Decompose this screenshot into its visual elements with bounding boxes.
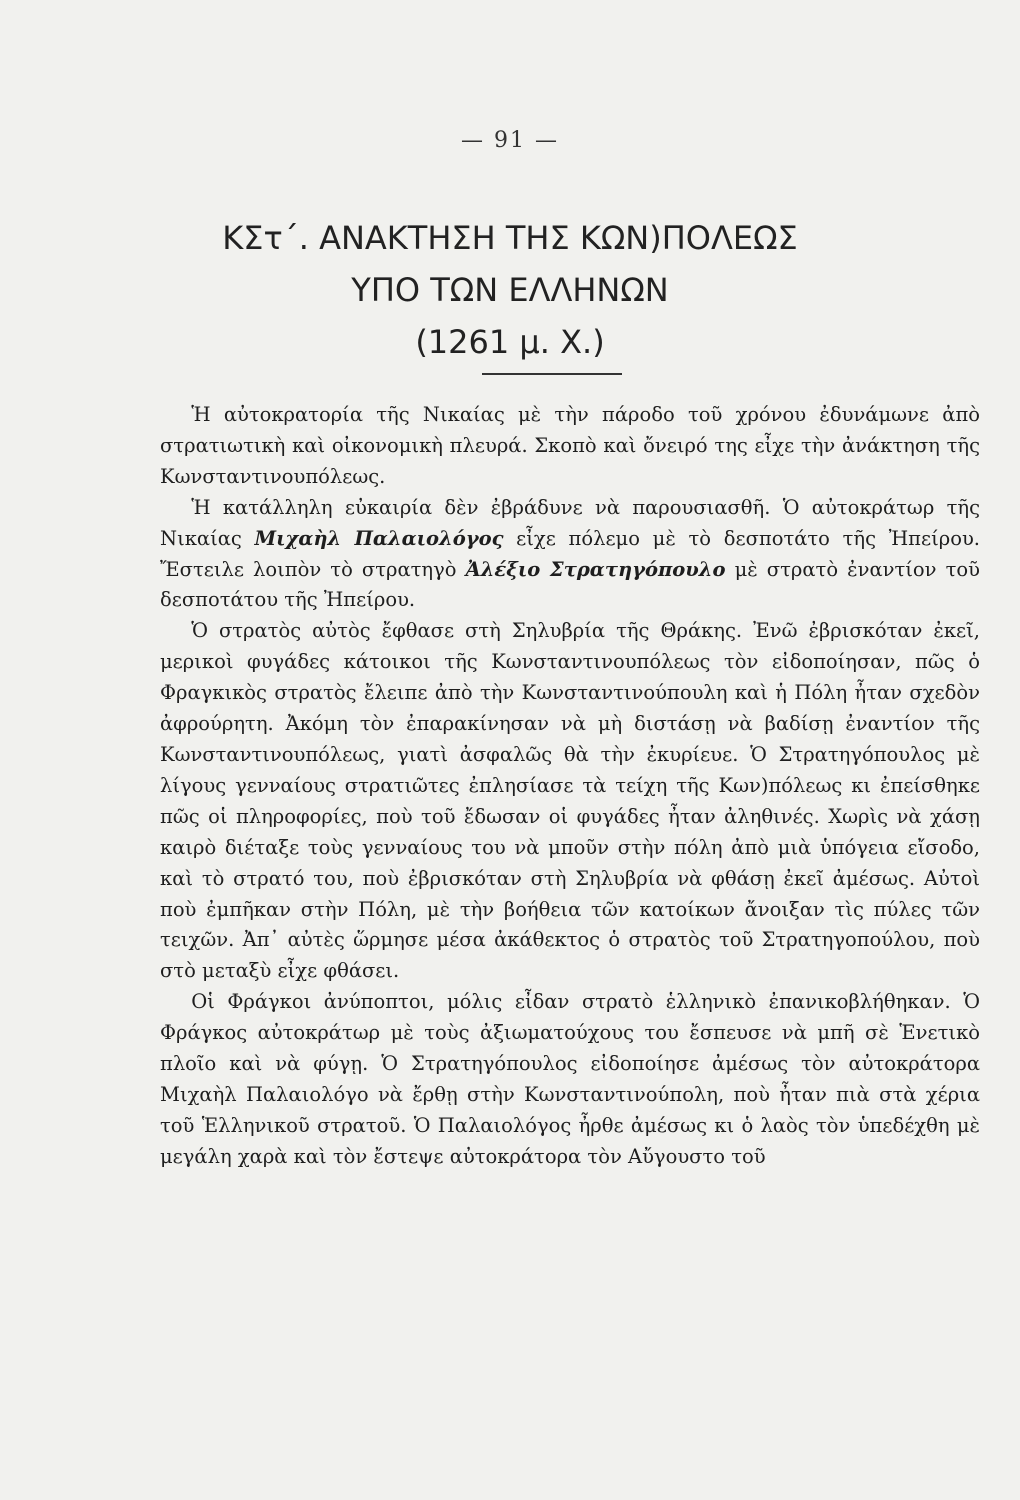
body-text <box>160 400 980 1173</box>
chapter-date: (1261 μ. Χ.) <box>415 323 605 361</box>
emperor-name: Μιχαὴλ Παλαιολόγος <box>254 526 504 550</box>
chapter-title-line-2: ΥΠΟ ΤΩΝ ΕΛΛΗΝΩΝ <box>351 271 669 309</box>
chapter-title-line-1: ΚΣτ΄. ΑΝΑΚΤΗΣΗ ΤΗΣ ΚΩΝ)ΠΟΛΕΩΣ <box>222 219 798 257</box>
paragraph-2-part-3: μὲ στρατὸ ἐναντίον τοῦ δεσποτάτου τῆς Ἠπείρου. <box>160 557 980 612</box>
paragraph-2-part-1: Ἡ κατάλληλη εὐκαιρία δὲν ἐβράδυνε νὰ παρουσιασθῆ. Ὁ αὐτοκράτωρ τῆς Νικαίας <box>160 495 980 550</box>
title-divider <box>482 373 622 375</box>
paragraph-1: Ἡ αὐτοκρατορία τῆς Νικαίας μὲ τὴν πάροδο τοῦ χρόνου ἐδυνάμωνε ἀπὸ στρατιωτικὴ καὶ οἰκονομικὴ πλευρά. Σκοπὸ καὶ ὄνειρό της εἶχε τὴν ἀνάκτηση τῆς Κωνσταντινουπόλεως. <box>160 403 980 488</box>
paragraph-2 <box>160 493 980 617</box>
chapter-title <box>0 212 1020 368</box>
paragraph-3: Ὁ στρατὸς αὐτὸς ἔφθασε στὴ Σηλυβρία τῆς Θράκης. Ἐνῶ ἐβρισκόταν ἐκεῖ, μερικοὶ φυγάδες κάτοικοι τῆς Κωνσταντινουπόλεως τὸν εἰδοποίησαν, πῶς ὁ Φραγκικὸς στρατὸς ἔλειπε ἀπὸ τὴν Κωνσταντινούπουλη καὶ ἡ Πόλη ἦταν σχεδὸν ἀφρούρητη. Ἀκόμη τὸν ἐπαρακίνησαν νὰ μὴ διστάσῃ νὰ βαδίσῃ ἐναντίον τῆς Κωνσταντινουπόλεως, γιατὶ ἀσφαλῶς θὰ τὴν ἐκυρίευε. Ὁ Στρατηγόπουλος μὲ λίγους γενναίους στρατιῶτες ἐπλησίασε τὰ τείχη τῆς Κων)πόλεως κι ἐπείσθηκε πῶς οἱ πληροφορίες, ποὺ τοῦ ἔδωσαν οἱ φυγάδες ἦταν ἀληθινές. Χωρὶς νὰ χάσῃ καιρὸ διέταξε τοὺς γενναίους του νὰ μποῦν στὴν πόλη ἀπὸ μιὰ ὑπόγεια εἴσοδο, καὶ τὸ στρατό του, ποὺ ἐβρισκόταν στὴ Σηλυβρία νὰ φθάσῃ ἐκεῖ ἀμέσως. Αὐτοὶ ποὺ ἐμπῆκαν στὴν Πόλη, μὲ τὴν βοήθεια τῶν κατοίκων ἄνοιξαν τὶς πύλες τῶν τειχῶν. Ἀπ᾽ αὐτὲς ὥρμησε μέσα ἀκάθεκτος ὁ στρατὸς τοῦ Στρατηγοπούλου, ποὺ στὸ μεταξὺ εἶχε φθάσει. <box>160 619 980 983</box>
paragraph-2-part-2: εἶχε πόλεμο μὲ τὸ δεσποτάτο τῆς Ἠπείρου. Ἔστειλε λοιπὸν τὸ στρατηγὸ <box>160 526 980 581</box>
general-name: Ἀλέξιο Στρατηγόπουλο <box>465 557 726 581</box>
page-number: — 91 — <box>461 128 559 153</box>
paragraph-4: Οἱ Φράγκοι ἀνύποπτοι, μόλις εἶδαν στρατὸ ἑλληνικὸ ἐπανικοβλήθηκαν. Ὁ Φράγκος αὐτοκράτωρ μὲ τοὺς ἀξιωματούχους του ἔσπευσε νὰ μπῆ σὲ Ἑνετικὸ πλοῖο καὶ νὰ φύγῃ. Ὁ Στρατηγόπουλος εἰδοποίησε ἀμέσως τὸν αὐτοκράτορα Μιχαὴλ Παλαιολόγο νὰ ἔρθῃ στὴν Κωνσταντινούπολη, ποὺ ἦταν πιὰ στὰ χέρια τοῦ Ἑλληνικοῦ στρατοῦ. Ὁ Παλαιολόγος ἦρθε ἀμέσως κι ὁ λαὸς τὸν ὑπεδέχθη μὲ μεγάλη χαρὰ καὶ τὸν ἔστεψε αὐτοκράτορα τὸν Αὔγουστο τοῦ <box>160 990 980 1168</box>
